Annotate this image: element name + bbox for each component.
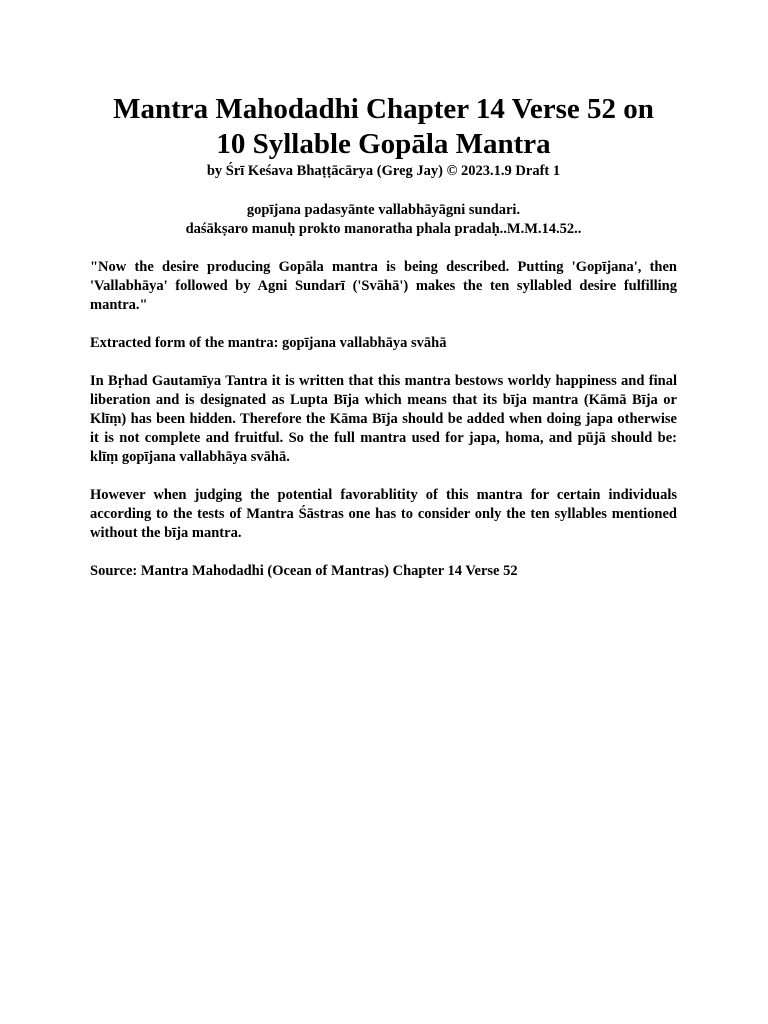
- document-page: [90, 92, 677, 581]
- favorability-paragraph: However when judging the potential favorablitity of this mantra for certain individuals according to the tests of Mantra Śāstras one has to consider only the ten syllables mentioned without the bīja mantra.: [90, 487, 677, 541]
- title-line-2: 10 Syllable Gopāla Mantra: [216, 128, 551, 160]
- commentary-paragraph: In Bṛhad Gautamīya Tantra it is written that this mantra bestows worldy happiness and final liberation and is designated as Lupta Bīja which means that its bīja mantra (Kāmā Bīja or Klīṃ) has been hidden. Therefore the Kāma Bīja should be added when doing japa otherwise it is not complete and fruitful. So the full mantra used for japa, homa, and pūjā should be: klīṃ gopījana vallabhāya svāhā.: [90, 373, 677, 465]
- title-line-1: Mantra Mahodadhi Chapter 14 Verse 52 on: [113, 93, 654, 125]
- sanskrit-verse: [90, 201, 677, 239]
- translation-paragraph: "Now the desire producing Gopāla mantra is being described. Putting 'Gopījana', then 'Vallabhāya' followed by Agni Sundarī ('Svāhā') makes the ten syllabled desire fulfilling mantra.": [90, 259, 677, 313]
- verse-line-1: gopījana padasyānte vallabhāyāgni sundari.: [246, 202, 521, 218]
- author-byline: by Śrī Keśava Bhaṭṭācārya (Greg Jay) © 2023.1.9 Draft 1: [206, 163, 561, 179]
- page-title: [90, 92, 677, 162]
- extracted-mantra-paragraph: Extracted form of the mantra: gopījana vallabhāya svāhā: [90, 335, 447, 351]
- verse-line-2: daśākṣaro manuḥ prokto manoratha phala pradaḥ..M.M.14.52..: [185, 221, 582, 237]
- source-paragraph: Source: Mantra Mahodadhi (Ocean of Mantras) Chapter 14 Verse 52: [90, 563, 518, 579]
